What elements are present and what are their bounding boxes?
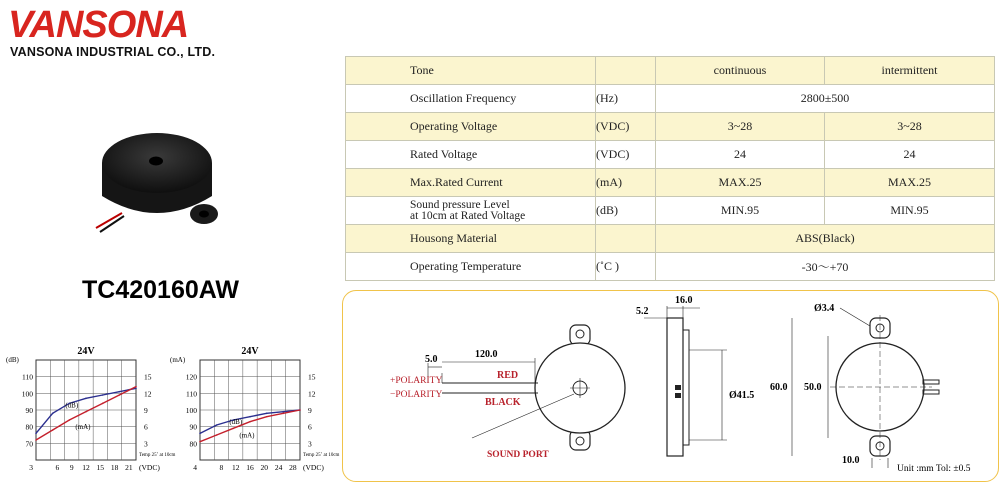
- chart-1-point-dB: [52, 413, 54, 415]
- chart-1-ytick-right: 6: [144, 422, 148, 432]
- chart-1-point-mA: [52, 429, 54, 431]
- table-row: Operating Voltage (VDC) 3~28 3~28: [346, 113, 995, 141]
- chart-1-xtick: 12: [82, 463, 90, 472]
- chart-1-point-mA: [119, 394, 121, 396]
- chart-2-title: 24V: [241, 346, 259, 357]
- chart-2-point-dB: [283, 411, 285, 413]
- product-photo: [92, 118, 232, 243]
- black-wire-label: BLACK: [485, 397, 521, 408]
- units-tolerance-note: Unit :mm Tol: ±0.5: [897, 464, 971, 474]
- chart-2-point-mA: [199, 441, 201, 443]
- chart-1-note: Temp 25˚ at 10cm: [139, 453, 176, 458]
- chart-2: [168, 342, 338, 474]
- chart-1-ytick-right: 9: [144, 406, 148, 415]
- chart-1-ytick-left: 80: [25, 422, 33, 432]
- dim-5: 5.0: [425, 354, 438, 365]
- chart-1-ylabel: (dB): [6, 356, 19, 364]
- dim-diameter-41-5: Ø41.5: [729, 390, 755, 401]
- chart-1-xtick: 18: [110, 463, 119, 472]
- model-number: TC420160AW: [82, 276, 240, 304]
- chart-1-ytick-left: 100: [21, 389, 33, 399]
- chart-1: [4, 342, 176, 474]
- spec-table: [345, 56, 995, 281]
- table-row: Oscillation Frequency (Hz) 2800±500: [346, 85, 995, 113]
- chart-1-ytick-left: 90: [25, 406, 33, 415]
- chart-2-series-label-dB: (dB): [229, 418, 243, 426]
- header-intermittent: intermittent: [825, 57, 995, 85]
- chart-2-xtick: 8: [219, 463, 224, 472]
- chart-2-point-mA: [266, 416, 268, 418]
- chart-1-xtick: 6: [55, 463, 60, 472]
- chart-2-point-mA: [283, 413, 285, 415]
- chart-2-xtick: 16: [246, 463, 254, 472]
- chart-1-point-dB: [102, 394, 104, 396]
- chart-2-ylabel: (mA): [170, 356, 186, 364]
- chart-2-xtick: 28: [289, 463, 297, 472]
- chart-2-series-label-mA: (mA): [239, 431, 255, 440]
- chart-2-ytick-right: 15: [308, 372, 316, 382]
- chart-2-point-dB: [266, 413, 268, 415]
- chart-2-note: Temp 25˚ at 10cm: [303, 453, 340, 458]
- chart-2-ytick-left: 80: [189, 439, 197, 449]
- dim-50: 50.0: [804, 382, 822, 393]
- chart-2-xlabel: (VDC): [303, 463, 324, 472]
- chart-1-point-dB: [85, 398, 87, 400]
- chart-1-point-mA: [85, 411, 87, 413]
- chart-2-ytick-right: 3: [308, 439, 312, 449]
- chart-2-ytick-right: 12: [308, 389, 316, 399]
- chart-1-title: 24V: [77, 346, 95, 357]
- dim-16: 16.0: [675, 295, 693, 306]
- chart-2-point-mA: [233, 428, 235, 430]
- chart-2-point-mA: [299, 409, 301, 411]
- dim-diameter-3-4: Ø3.4: [814, 303, 835, 314]
- neg-polarity-label: −POLARITY: [390, 390, 443, 400]
- dim-10: 10.0: [842, 455, 860, 466]
- chart-2-xtick: 4: [193, 463, 198, 472]
- table-row: Max.Rated Current (mA) MAX.25 MAX.25: [346, 169, 995, 197]
- chart-1-ytick-right: 12: [144, 389, 152, 399]
- dimension-drawing: [342, 290, 999, 482]
- chart-1-point-mA: [35, 439, 37, 441]
- chart-1-point-mA: [102, 403, 104, 405]
- chart-2-point-dB: [216, 424, 218, 426]
- chart-2-ytick-left: 120: [185, 372, 197, 382]
- sound-port-label: SOUND PORT: [487, 450, 549, 460]
- chart-1-point-mA: [69, 419, 71, 421]
- chart-2-ytick-right: 9: [308, 406, 312, 415]
- chart-2-ytick-left: 110: [186, 389, 197, 399]
- chart-1-xtick: 21: [125, 463, 133, 472]
- brand-logo: VANSONA: [8, 4, 189, 46]
- header-continuous: continuous: [656, 57, 825, 85]
- chart-1-series-label-mA: (mA): [75, 423, 91, 431]
- chart-1-xtick: 9: [69, 463, 74, 472]
- chart-2-xtick: 20: [260, 463, 269, 472]
- dim-120: 120.0: [475, 349, 498, 360]
- chart-2-ytick-left: 90: [189, 422, 197, 432]
- front-view: [428, 325, 625, 450]
- chart-2-xtick: 24: [274, 463, 283, 472]
- pos-polarity-label: +POLARITY: [390, 376, 443, 386]
- chart-1-point-dB: [35, 433, 37, 435]
- chart-1-ytick-left: 70: [25, 439, 33, 449]
- chart-1-point-mA: [135, 386, 137, 388]
- chart-1-xtick: 15: [96, 463, 105, 472]
- chart-1-xtick: 3: [29, 463, 34, 472]
- chart-1-ytick-left: 110: [22, 372, 33, 382]
- chart-2-xtick: 12: [231, 463, 240, 472]
- chart-2-point-mA: [216, 434, 218, 436]
- chart-1-series-label-dB: (dB): [65, 401, 79, 410]
- chart-2-ytick-right: 6: [308, 422, 312, 432]
- table-row: Housong Material ABS(Black): [346, 225, 995, 253]
- chart-2-point-dB: [249, 416, 251, 418]
- dim-60: 60.0: [770, 382, 788, 393]
- chart-2-ytick-left: 100: [185, 406, 197, 415]
- chart-2-point-mA: [249, 421, 251, 423]
- company-name: VANSONA INDUSTRIAL CO., LTD.: [10, 45, 216, 59]
- red-wire-label: RED: [497, 370, 519, 381]
- table-row: Sound pressure Level at 10cm at Rated Voltage (dB) MIN.95 MIN.95: [346, 197, 995, 225]
- chart-1-xlabel: (VDC): [139, 463, 160, 472]
- dim-5-2: 5.2: [636, 306, 649, 317]
- chart-1-point-dB: [119, 391, 121, 393]
- chart-2-point-dB: [199, 433, 201, 435]
- table-row: Operating Temperature (˚C ) -30～+70: [346, 253, 995, 281]
- side-view: [644, 306, 727, 456]
- chart-1-ytick-right: 15: [144, 372, 152, 382]
- table-row: [346, 57, 995, 85]
- param-tone: Tone: [346, 57, 596, 85]
- chart-1-ytick-right: 3: [144, 439, 148, 449]
- chart-1-series-mA: [36, 387, 136, 440]
- table-row: Rated Voltage (VDC) 24 24: [346, 141, 995, 169]
- chart-1-point-dB: [135, 388, 137, 390]
